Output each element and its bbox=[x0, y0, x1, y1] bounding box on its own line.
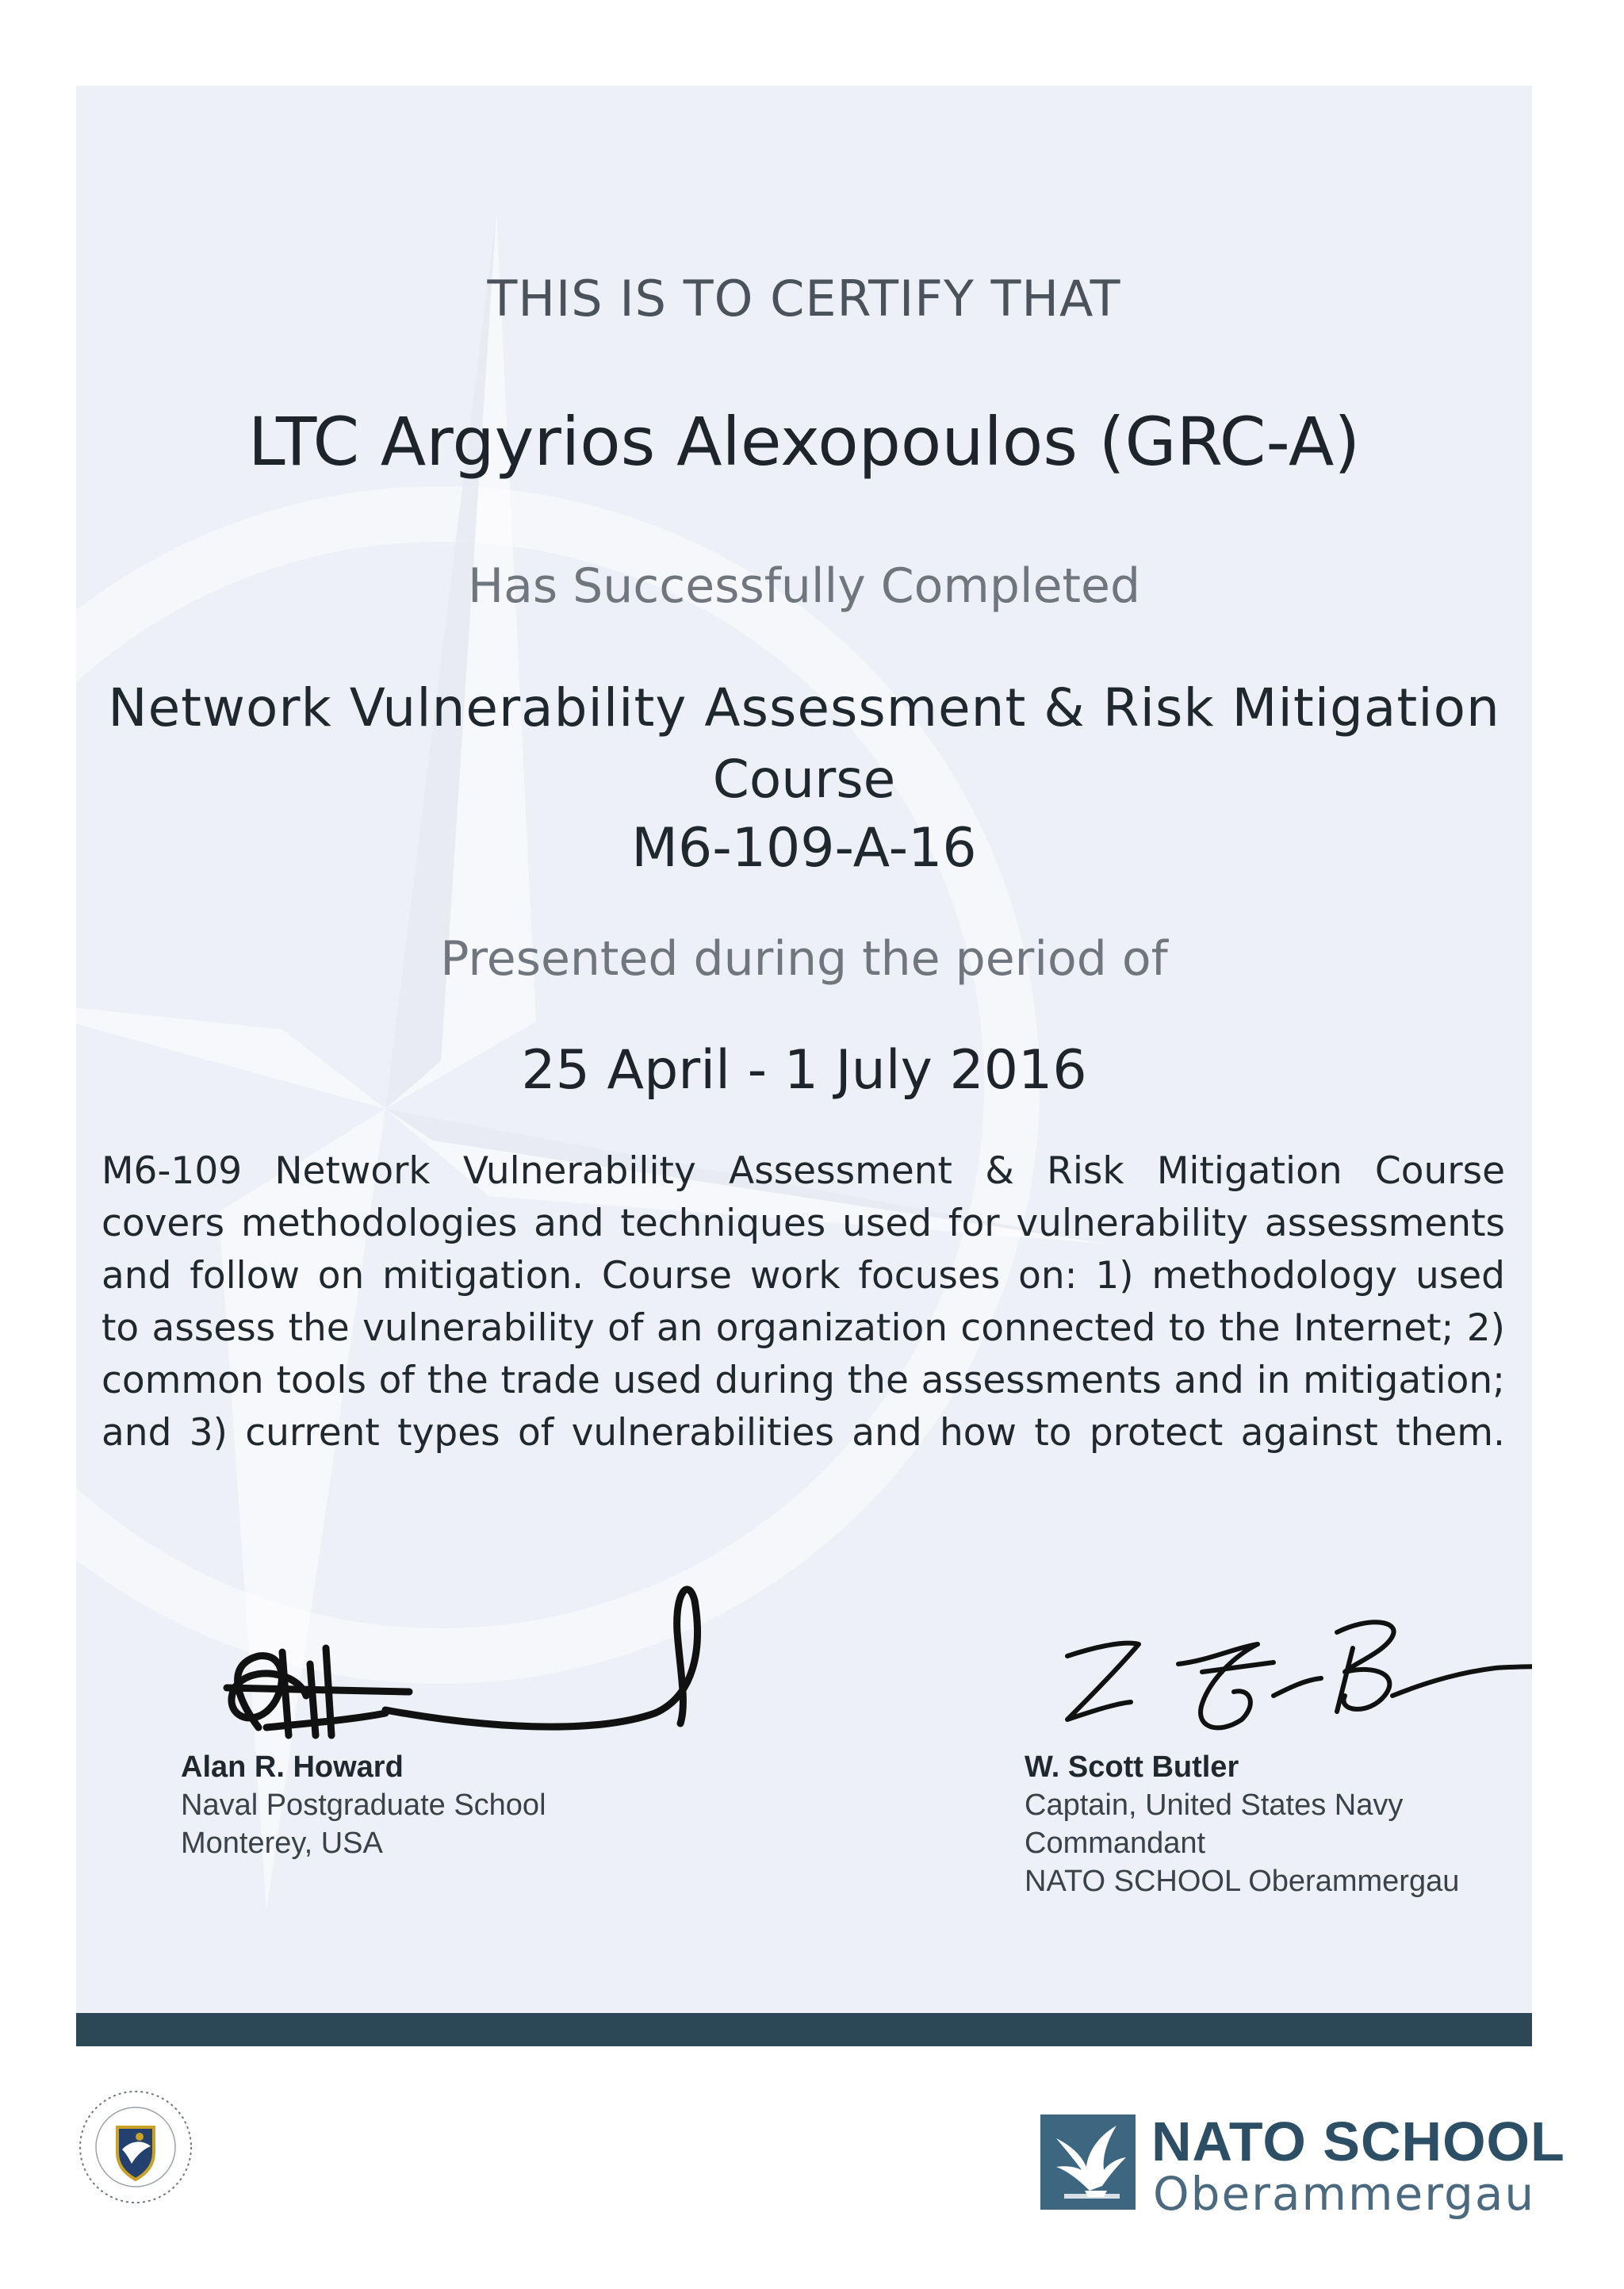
description-line: M6-109 Network Vulnerability Assessment & Risk Mitigation Course bbox=[102, 1149, 1505, 1193]
right-signatory-title: Commandant bbox=[1025, 1827, 1206, 1860]
description-line: to assess the vulnerability of an organization connected to the Internet; 2) bbox=[102, 1306, 1505, 1350]
nato-school-eagle-icon bbox=[1040, 2115, 1136, 2210]
description-line: and 3) current types of vulnerabilities and how to protect against them. bbox=[102, 1411, 1505, 1455]
right-signature bbox=[1020, 1601, 1532, 1751]
nato-school-logo-main: NATO SCHOOL bbox=[1151, 2111, 1565, 2172]
naval-postgraduate-school-seal bbox=[76, 2088, 195, 2207]
left-signature bbox=[147, 1577, 750, 1759]
presented-label: Presented during the period of bbox=[440, 931, 1168, 987]
completed-label: Has Successfully Completed bbox=[467, 558, 1141, 614]
left-signatory bbox=[181, 1748, 546, 1862]
nato-school-logo bbox=[1040, 2111, 1565, 2221]
right-signatory-name: W. Scott Butler bbox=[1025, 1750, 1239, 1784]
course-word: Course bbox=[712, 749, 896, 810]
description-line: common tools of the trade used during the assessments and in mitigation; bbox=[102, 1359, 1505, 1402]
left-signatory-name: Alan R. Howard bbox=[181, 1750, 404, 1784]
certificate-panel bbox=[76, 86, 1532, 2013]
right-signatory bbox=[1025, 1748, 1459, 1900]
nato-school-logo-sub: Oberammergau bbox=[1153, 2167, 1536, 2221]
course-name: Network Vulnerability Assessment & Risk Mitigation bbox=[108, 677, 1500, 738]
description-line: and follow on mitigation. Course work focuses on: 1) methodology used bbox=[102, 1254, 1505, 1298]
course-code: M6-109-A-16 bbox=[631, 817, 977, 880]
footer-bar bbox=[76, 2013, 1532, 2046]
recipient-name: LTC Argyrios Alexopoulos (GRC-A) bbox=[247, 403, 1361, 481]
course-description bbox=[102, 1145, 1505, 1459]
left-signatory-institution: Naval Postgraduate School bbox=[181, 1789, 546, 1822]
right-signatory-institution: NATO SCHOOL Oberammergau bbox=[1025, 1865, 1460, 1898]
certify-heading: THIS IS TO CERTIFY THAT bbox=[487, 270, 1121, 328]
left-signatory-location: Monterey, USA bbox=[181, 1827, 383, 1860]
course-dates: 25 April - 1 July 2016 bbox=[521, 1039, 1087, 1102]
right-signatory-rank: Captain, United States Navy bbox=[1025, 1789, 1404, 1822]
description-line: covers methodologies and techniques used for vulnerability assessments bbox=[102, 1202, 1505, 1245]
